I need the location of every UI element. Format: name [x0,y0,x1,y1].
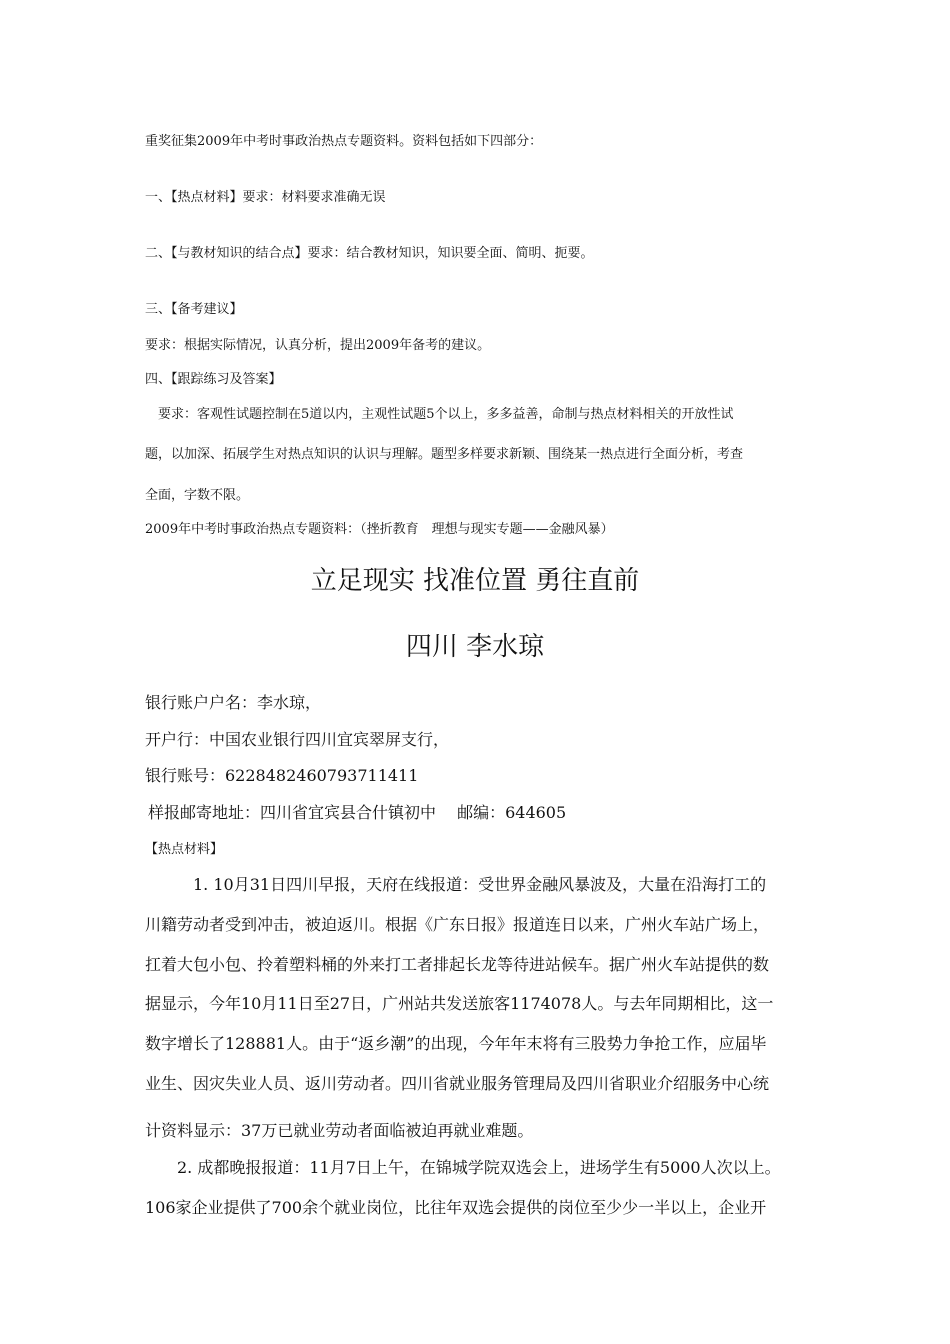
section-label: 【热点材料】 [145,842,224,857]
requirement-part-4-line-3: 全面，字数不限。 [145,488,250,503]
requirement-part-2: 二、【与教材知识的结合点】要求：结合教材知识，知识要全面、简明、扼要。 [145,246,594,261]
bank-branch: 开户行：中国农业银行四川宜宾翠屏支行， [145,730,450,749]
intro-heading: 重奖征集2009年中考时事政治热点专题资料。资料包括如下四部分： [145,134,543,149]
paragraph-1-line-7: 计资料显示：37万已就业劳动者面临被迫再就业难题。 [145,1121,534,1140]
paragraph-2-line-1: 2. 成都晚报报道：11月7日上午，在锦城学院双选会上，进场学生有5000人次以上。 [177,1158,781,1177]
requirement-part-1: 一、【热点材料】要求：材料要求准确无误 [145,190,386,205]
account-number: 银行账号：6228482460793711411 [145,766,419,785]
article-author: 四川 李水琼 [405,632,545,662]
paragraph-1-line-6: 业生、因灾失业人员、返川劳动者。四川省就业服务管理局及四川省职业介绍服务中心统 [145,1074,770,1093]
paragraph-1-line-2: 川籍劳动者受到冲击，被迫返川。根据《广东日报》报道连日以来，广州火车站广场上， [145,915,770,934]
paragraph-1-line-5: 数字增长了128881人。由于“返乡潮”的出现，今年年末将有三股势力争抢工作，应届毕 [145,1034,767,1053]
requirement-part-4: 四、【跟踪练习及答案】 [145,372,282,387]
paragraph-2-line-2: 106家企业提供了700余个就业岗位，比往年双选会提供的岗位至少少一半以上，企业开 [145,1198,767,1217]
requirement-part-3: 三、【备考建议】 [145,302,243,317]
paragraph-1-line-1: 1. 10月31日四川早报，天府在线报道：受世界金融风暴波及，大量在沿海打工的 [193,875,767,894]
requirement-part-4-line-2: 题，以加深、拓展学生对热点知识的认识与理解。题型多样要求新颖、围绕某一热点进行全面分析，考查 [145,447,744,462]
requirement-part-3-detail: 要求：根据实际情况，认真分析，提出2009年备考的建议。 [145,338,491,353]
paragraph-1-line-4: 据显示，今年10月11日至27日，广州站共发送旅客1174078人。与去年同期相比，这一 [145,994,774,1013]
article-title: 立足现实 找准位置 勇往直前 [310,566,640,596]
requirement-part-4-line-1: 要求：客观性试题控制在5道以内，主观性试题5个以上，多多益善，命制与热点材料相关的开放性试 [158,407,734,422]
series-line: 2009年中考时事政治热点专题资料：（挫折教育 理想与现实专题——金融风暴） [145,522,614,537]
paragraph-1-line-3: 扛着大包小包、拎着塑料桶的外来打工者排起长龙等待进站候车。据广州火车站提供的数 [145,955,770,974]
mailing-address: 样报邮寄地址：四川省宜宾县合什镇初中 邮编：644605 [148,803,567,822]
account-name: 银行账户户名：李水琼， [145,693,322,712]
